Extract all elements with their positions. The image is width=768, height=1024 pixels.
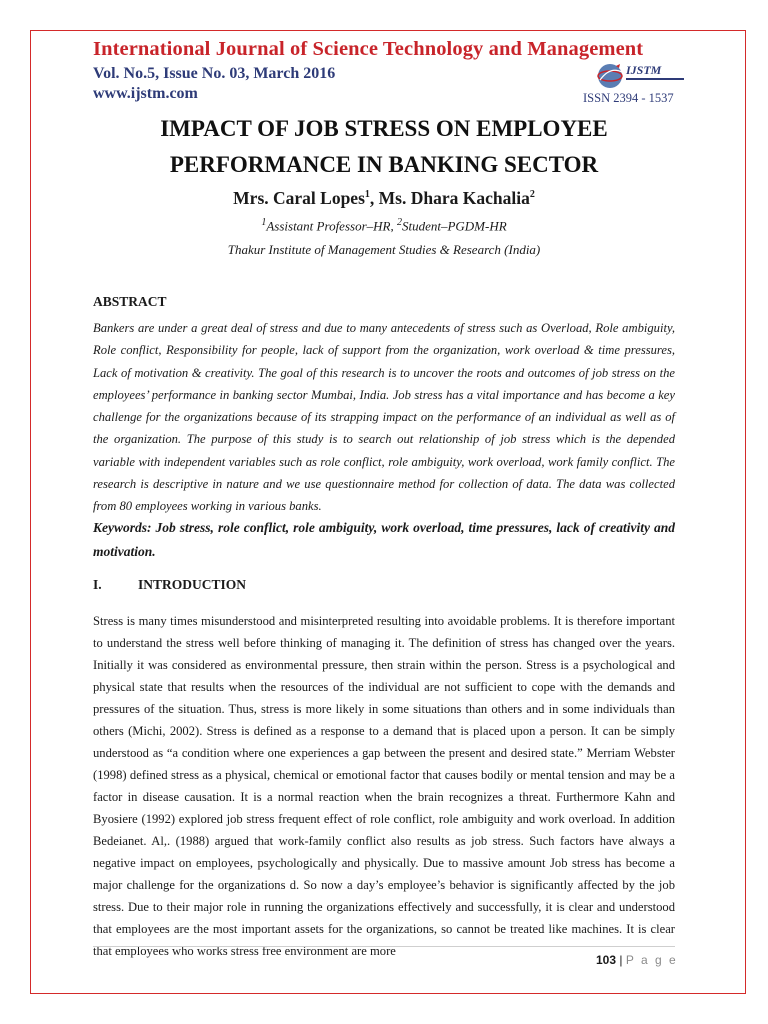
volume-issue: Vol. No.5, Issue No. 03, March 2016 — [93, 65, 336, 82]
author-roles — [0, 217, 768, 234]
page-number — [596, 953, 678, 967]
page-label: P a g e — [625, 953, 678, 967]
introduction-heading — [93, 577, 246, 593]
section-number: I. — [93, 577, 102, 592]
issn: ISSN 2394 - 1537 — [583, 91, 674, 105]
page-number-separator: | — [616, 953, 626, 967]
page-number-value: 103 — [596, 953, 617, 967]
paper-title-line-2: PERFORMANCE IN BANKING SECTOR — [169, 152, 599, 177]
logo-lettering: IJSTM — [626, 63, 662, 77]
abstract-text: Bankers are under a great deal of stress and due to many antecedents of stress such as Overload, Role ambiguity, Role conflict, Responsibility for people, lack of support from the organization, work overload & time pressures, Lack of motivation & creativity. The goal of this research is to uncover the roots and outcomes of job stress on the employees’ performance in banking sector Mumbai, India. Job stress has a vital importance and has become a key challenge for the organizations because of its strapping impact on the performance of an individual as well as of the organization. The purpose of this study is to search out relationship of job stress which is the depended variable with independent variables such as role conflict, role ambiguity, work overload, work family conflict. The research is descriptive in nature and we use questionnaire method for collection of data. The data was collected from 80 employees working in various banks. — [93, 321, 675, 514]
section-title: INTRODUCTION — [138, 577, 247, 592]
abstract-heading: ABSTRACT — [93, 294, 167, 309]
role-2-superscript: 2 — [396, 217, 402, 228]
author-2: Ms. Dhara Kachalia — [378, 188, 530, 208]
author-1-superscript: 1 — [364, 189, 370, 201]
author-separator: , — [369, 188, 379, 208]
authors — [0, 188, 768, 209]
keywords: Keywords: Job stress, role conflict, role ambiguity, work overload, time pressures, lack of creativity and motivation. — [93, 520, 675, 559]
institute: Thakur Institute of Management Studies & Research (India) — [227, 242, 541, 257]
journal-title: International Journal of Science Technology and Management — [93, 38, 644, 60]
role-1-superscript: 1 — [261, 217, 267, 228]
journal-logo — [586, 60, 686, 92]
author-2-superscript: 2 — [529, 189, 535, 201]
paper-title-line-1: IMPACT OF JOB STRESS ON EMPLOYEE — [160, 116, 608, 141]
role-1: Assistant Professor–HR, — [266, 218, 397, 234]
author-1: Mrs. Caral Lopes — [233, 188, 365, 208]
footer-divider — [93, 946, 675, 947]
journal-website[interactable]: www.ijstm.com — [93, 85, 198, 102]
role-2: Student–PGDM-HR — [401, 218, 507, 234]
introduction-text: Stress is many times misunderstood and misinterpreted resulting into avoidable problems. It is therefore important to understand the stress well before thinking of managing it. The definition of stress has changed over the years. Initially it was considered as environmental pressure, then strain within the person. Stress is a psychological and physical state that results when the resources of the individual are not sufficient to cope with the demands and pressures of the situation. Thus, stress is more likely in some situations than others and in some individuals than others (Michi, 2002). Stress is defined as a response to a demand that is placed upon a person. It can be simply understood as “a condition where one experiences a gap between the present and desired state.” Merriam Webster (1998) defined stress as a physical, chemical or emotional factor that causes bodily or mental tension and may be a factor in disease causation. It is a normal reaction when the brain recognizes a threat. Furthermore Kahn and Byosiere (1992) explored job stress frequent effect of role conflict, role ambiguity and work overload. In addition Bedeianet. Al,. (1988) argued that work-family conflict also results as job stress. Such factors have always a negative impact on employees, psychologically and physically. Due to massive amount Job stress has become a major challenge for the organizations d. So now a day’s employee’s behavior is significantly affected by the job stress. Due to their major role in running the organizations effectively and successfully, it is clear and understood that employees are the most important assets for the organizations, so cannot be treated like machines. It is clear that employees who works stress free environment are more — [93, 614, 675, 958]
